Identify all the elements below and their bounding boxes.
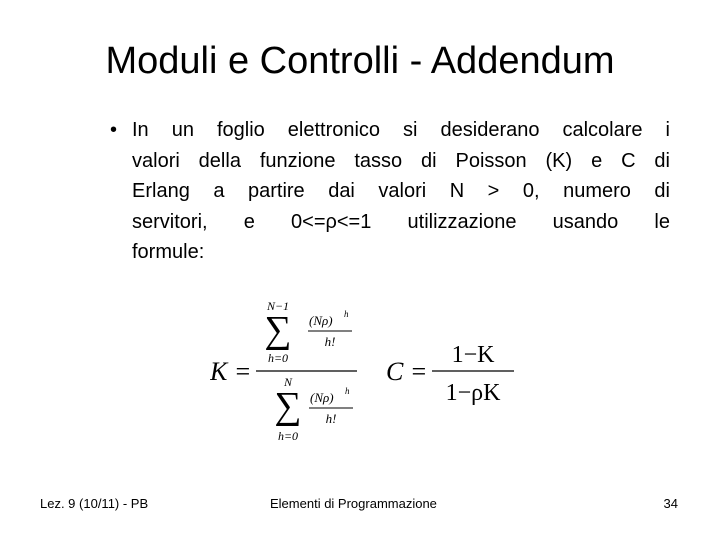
slide-title: Moduli e Controlli - Addendum [105,40,615,82]
c-denominator: 1−ρK [445,380,501,406]
c-numerator: 1−K [451,342,495,368]
k-lhs: K = [210,357,252,386]
k-den-term-exp: h [345,386,350,396]
footer-lecture: Lez. 9 (10/11) - PB [40,496,149,511]
bullet-line-1: In un foglio elettronico si desiderano calcolare i [132,119,670,141]
k-num-sum-upper: N−1 [266,299,290,313]
k-num-sum-lower: h=0 [267,351,289,365]
k-num-term-den: h! [324,334,336,349]
c-lhs: C = [386,357,428,386]
footer-course: Elementi di Programmazione [270,496,437,511]
bullet-line-4: servitori, e 0<=ρ<=1 utilizzazione usando le [132,210,670,233]
k-den-term-base: (Nρ) [310,390,334,405]
k-num-sum-sign: ∑ [264,309,292,351]
bullet-line-2: valori della funzione tasso di Poisson (K) e C di [132,149,670,172]
bullet-paragraph [110,115,670,268]
bullet-line-5: formule: [132,241,205,263]
k-den-term-den: h! [325,411,337,426]
formula-area [210,292,530,457]
k-den-sum-sign: ∑ [274,385,302,427]
k-den-sum-lower: h=0 [277,429,299,443]
k-num-term-base: (Nρ) [309,313,333,328]
bullet-line-3: Erlang a partire dai valori N > 0, numero di [132,180,670,202]
footer-page-number: 34 [663,496,678,511]
k-den-sum-upper: N [283,375,293,389]
k-num-term-exp: h [344,309,349,319]
bullet-marker: • [110,119,118,141]
